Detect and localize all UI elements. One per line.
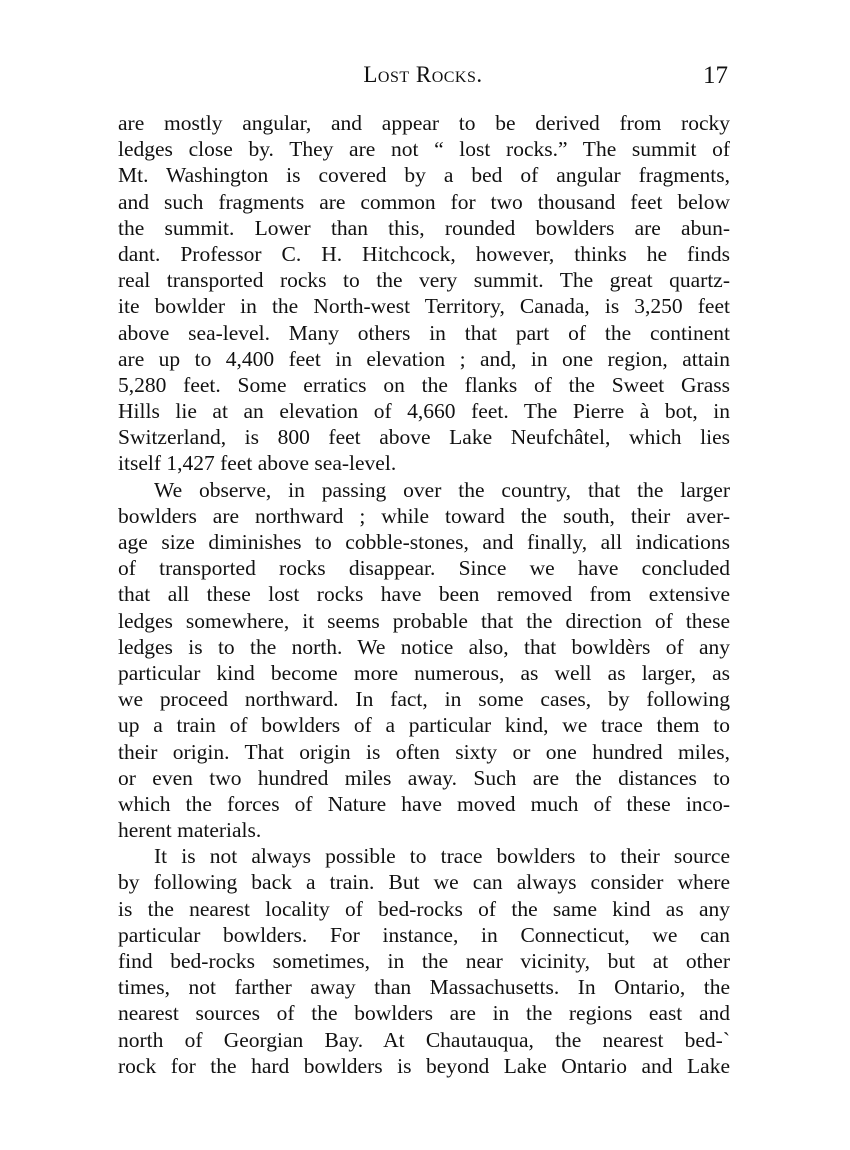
text-line: find bed-rocks sometimes, in the near vicinity, but at other bbox=[118, 949, 730, 973]
text-line: north of Georgian Bay. At Chautauqua, the nearest bed-` bbox=[118, 1027, 730, 1052]
running-head bbox=[118, 62, 728, 98]
text-line: 5,280 feet. Some erratics on the flanks of the Sweet Grass bbox=[118, 372, 730, 397]
text-line: particular bowlders. For instance, in Connecticut, we can bbox=[118, 922, 730, 947]
page-number: 17 bbox=[703, 62, 728, 89]
paragraph bbox=[118, 477, 730, 844]
text-line: ledges is to the north. We notice also, that bowldèrs of any bbox=[118, 634, 730, 659]
text-line: above sea-level. Many others in that part of the continent bbox=[118, 320, 730, 345]
paragraph bbox=[118, 110, 730, 477]
text-line: particular kind become more numerous, as well as larger, as bbox=[118, 660, 730, 685]
text-line: real transported rocks to the very summit. The great quartz- bbox=[118, 268, 730, 293]
text-line: Switzerland, is 800 feet above Lake Neufchâtel, which lies bbox=[118, 425, 730, 450]
text-line: are mostly angular, and appear to be derived from rocky bbox=[118, 111, 730, 135]
text-line: which the forces of Nature have moved much of these inco- bbox=[118, 791, 730, 816]
text-line: up a train of bowlders of a particular kind, we trace them to bbox=[118, 713, 730, 738]
text-line: are up to 4,400 feet in elevation ; and, in one region, attain bbox=[118, 346, 730, 371]
text-line: Hills lie at an elevation of 4,660 feet. The Pierre à bot, in bbox=[118, 399, 730, 424]
text-line: nearest sources of the bowlders are in the regions east and bbox=[118, 1001, 730, 1026]
text-line: and such fragments are common for two thousand feet below bbox=[118, 189, 730, 214]
text-line: It is not always possible to trace bowlders to their source bbox=[154, 844, 730, 869]
text-line: herent materials. bbox=[118, 818, 262, 843]
text-line: rock for the hard bowlders is beyond Lake Ontario and Lake bbox=[118, 1053, 730, 1078]
text-line: their origin. That origin is often sixty or one hundred miles, bbox=[118, 739, 730, 764]
text-line: that all these lost rocks have been removed from extensive bbox=[118, 582, 730, 607]
running-title: Lost Rocks. bbox=[363, 62, 483, 87]
text-line: or even two hundred miles away. Such are the distances to bbox=[118, 765, 730, 790]
body-text bbox=[118, 110, 730, 1079]
text-line: we proceed northward. In fact, in some cases, by following bbox=[118, 687, 730, 712]
text-line: age size diminishes to cobble-stones, and finally, all indications bbox=[118, 530, 730, 554]
text-line: Mt. Washington is covered by a bed of angular fragments, bbox=[118, 163, 730, 188]
text-line: dant. Professor C. H. Hitchcock, however, thinks he finds bbox=[118, 241, 730, 266]
text-line: times, not farther away than Massachusetts. In Ontario, the bbox=[118, 975, 730, 1000]
text-line: ite bowlder in the North-west Territory, Canada, is 3,250 feet bbox=[118, 294, 730, 319]
text-line: ledges close by. They are not “ lost rocks.” The summit of bbox=[118, 137, 730, 162]
text-line: of transported rocks disappear. Since we have concluded bbox=[118, 556, 730, 581]
text-line: bowlders are northward ; while toward the south, their aver- bbox=[118, 503, 730, 528]
text-line: by following back a train. But we can always consider where bbox=[118, 870, 730, 895]
text-line: the summit. Lower than this, rounded bowlders are abun- bbox=[118, 215, 730, 240]
text-line: ledges somewhere, it seems probable that the direction of these bbox=[118, 608, 730, 633]
text-line: itself 1,427 feet above sea-level. bbox=[118, 451, 397, 476]
text-line: We observe, in passing over the country, that the larger bbox=[154, 477, 730, 502]
text-line: is the nearest locality of bed-rocks of the same kind as any bbox=[118, 896, 730, 921]
paragraph bbox=[118, 843, 730, 1079]
